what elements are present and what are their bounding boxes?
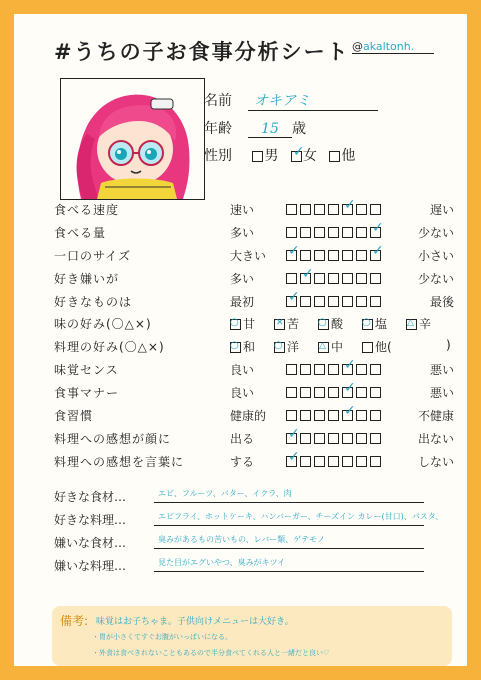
scale-row: [54, 361, 454, 381]
scale-row: [54, 407, 454, 427]
gender-male-label: 男: [264, 148, 279, 164]
scale-row: [54, 224, 454, 244]
taste-sour-mark[interactable]: [318, 319, 329, 330]
cuisine-other-mark[interactable]: [362, 342, 373, 353]
cuisine-other-label: 他(: [375, 340, 392, 354]
cuisine-chinese[interactable]: [318, 338, 343, 355]
scale-checkbox[interactable]: [300, 364, 311, 375]
taste-salty-mark[interactable]: [362, 319, 373, 330]
scale-high-label: 悪い: [429, 386, 454, 400]
age-unit: 歳: [292, 121, 306, 137]
scale-checkbox[interactable]: [300, 433, 311, 444]
food-preference-value[interactable]: 臭みがあるもの苦いもの、レバー類、ゲテモノ: [158, 535, 326, 544]
food-preference-value[interactable]: エビフライ、ホットケーキ、ハンバーガー、チーズイン カレー(甘口)、パスタ、: [158, 512, 444, 521]
name-label: 名前: [204, 93, 232, 109]
scale-low-label: する: [230, 455, 255, 469]
scale-checkbox[interactable]: [286, 387, 297, 398]
name-value[interactable]: オキアミ: [248, 90, 378, 111]
scale-low-label: 良い: [230, 363, 255, 377]
scale-checkbox[interactable]: [342, 364, 353, 375]
cuisine-other[interactable]: [362, 338, 392, 355]
scale-checkbox[interactable]: [300, 250, 311, 261]
scale-checkbox[interactable]: [342, 433, 353, 444]
cuisine-western[interactable]: [274, 338, 299, 355]
food-preference-row: [54, 557, 424, 574]
cuisine-other-close: ): [446, 338, 451, 352]
gender-male-checkbox[interactable]: [252, 151, 263, 162]
gender-option-male[interactable]: [252, 148, 278, 164]
cuisine-japanese-mark[interactable]: [230, 342, 241, 353]
gender-option-other[interactable]: [329, 148, 355, 164]
food-preference-label: 好きな料理…: [54, 513, 127, 527]
scale-question: 料理への感想が顔に: [54, 432, 172, 446]
scale-checkbox[interactable]: [356, 387, 367, 398]
scale-high-label: 不健康: [417, 409, 454, 423]
scale-low-label: 健康的: [230, 409, 267, 423]
taste-bitter-label: 苦: [287, 317, 300, 331]
scale-row: [54, 270, 454, 290]
scale-checkbox[interactable]: [314, 364, 325, 375]
scale-checkbox[interactable]: [328, 227, 339, 238]
taste-spicy-label: 辛: [419, 317, 432, 331]
scale-checkbox[interactable]: [314, 204, 325, 215]
scale-checkbox[interactable]: [370, 204, 381, 215]
scale-checkbox[interactable]: [370, 364, 381, 375]
scale-checkbox[interactable]: [342, 227, 353, 238]
scale-checkbox[interactable]: [356, 433, 367, 444]
remarks-box: [52, 606, 452, 666]
scale-checkbox[interactable]: [314, 250, 325, 261]
taste-sweet[interactable]: [230, 315, 255, 332]
taste-sour[interactable]: [318, 315, 343, 332]
character-illustration: [61, 79, 204, 199]
character-portrait: [60, 78, 205, 200]
scale-boxes: [286, 454, 384, 468]
scale-checkbox[interactable]: [356, 204, 367, 215]
scale-low-label: 速い: [230, 203, 255, 217]
food-preference-row: [54, 511, 444, 528]
scale-question: 一口のサイズ: [54, 249, 132, 263]
scale-checkbox[interactable]: [300, 296, 311, 307]
scale-checkbox[interactable]: [370, 227, 381, 238]
scale-checkbox[interactable]: [356, 227, 367, 238]
food-preference-underline: [154, 571, 424, 572]
food-preference-label: 好きな食材…: [54, 490, 127, 504]
scale-checkbox[interactable]: [300, 456, 311, 467]
scale-checkbox[interactable]: [286, 410, 297, 421]
cuisine-western-mark[interactable]: [274, 342, 285, 353]
scale-checkbox[interactable]: [328, 364, 339, 375]
food-preference-underline: [154, 548, 424, 549]
scale-checkbox[interactable]: [286, 296, 297, 307]
scale-checkbox[interactable]: [314, 410, 325, 421]
scale-row: [54, 293, 454, 313]
scale-high-label: しない: [417, 455, 454, 469]
scale-checkbox[interactable]: [356, 250, 367, 261]
scale-boxes: [286, 362, 384, 376]
age-row: [204, 118, 306, 138]
remarks-main: 味覚はお子ちゃま。子供向けメニューは大好き。: [96, 617, 294, 627]
scale-question: 好き嫌いが: [54, 272, 120, 286]
scale-boxes: [286, 225, 384, 239]
scale-checkbox[interactable]: [370, 433, 381, 444]
scale-checkbox[interactable]: [342, 250, 353, 261]
handle-text: akaltonh.: [363, 40, 415, 53]
food-preference-value[interactable]: エビ、フルーツ、バター、イクラ、肉: [158, 489, 292, 498]
taste-preference-row: [54, 315, 454, 335]
scale-checkbox[interactable]: [300, 273, 311, 284]
food-preference-underline: [154, 502, 424, 503]
taste-sour-label: 酸: [331, 317, 344, 331]
scale-checkbox[interactable]: [286, 456, 297, 467]
scale-checkbox[interactable]: [300, 204, 311, 215]
gender-other-checkbox[interactable]: [329, 151, 340, 162]
cuisine-chinese-mark[interactable]: [318, 342, 329, 353]
scale-checkbox[interactable]: [286, 273, 297, 284]
scale-checkbox[interactable]: [370, 250, 381, 261]
scale-checkbox[interactable]: [300, 387, 311, 398]
scale-low-label: 多い: [230, 272, 255, 286]
scale-checkbox[interactable]: [342, 456, 353, 467]
handle-at-sign: @: [352, 40, 363, 53]
scale-row: [54, 384, 454, 404]
food-preference-label: 嫌いな食材…: [54, 536, 127, 550]
scale-checkbox[interactable]: [328, 204, 339, 215]
gender-female-checkbox[interactable]: [291, 151, 302, 162]
scale-checkbox[interactable]: [314, 433, 325, 444]
scale-checkbox[interactable]: [342, 387, 353, 398]
scale-checkbox[interactable]: [328, 273, 339, 284]
author-handle: [352, 40, 434, 54]
taste-question: 味の好み(〇△×): [54, 317, 152, 331]
scale-checkbox[interactable]: [370, 410, 381, 421]
scale-low-label: 大きい: [230, 249, 267, 263]
scale-checkbox[interactable]: [328, 410, 339, 421]
scale-checkbox[interactable]: [314, 456, 325, 467]
scale-row: [54, 430, 454, 450]
taste-spicy-mark[interactable]: [406, 319, 417, 330]
scale-checkbox[interactable]: [286, 364, 297, 375]
taste-spicy[interactable]: [406, 315, 431, 332]
scale-question: 味覚センス: [54, 363, 119, 377]
taste-sweet-mark[interactable]: [230, 319, 241, 330]
age-label: 年齢: [204, 121, 232, 137]
cuisine-japanese-label: 和: [243, 340, 256, 354]
scale-checkbox[interactable]: [328, 387, 339, 398]
cuisine-japanese[interactable]: [230, 338, 255, 355]
scale-checkbox[interactable]: [356, 456, 367, 467]
scale-checkbox[interactable]: [300, 410, 311, 421]
gender-row: [204, 145, 355, 165]
name-row: [204, 90, 378, 111]
age-value[interactable]: 15: [248, 121, 292, 138]
gender-other-label: 他: [341, 148, 356, 164]
scale-checkbox[interactable]: [342, 296, 353, 307]
scale-high-label: 少ない: [417, 272, 454, 286]
scale-checkbox[interactable]: [356, 273, 367, 284]
scale-boxes: [286, 294, 384, 308]
scale-question: 料理への感想を言葉に: [54, 455, 185, 469]
taste-salty-label: 塩: [375, 317, 388, 331]
scale-checkbox[interactable]: [370, 456, 381, 467]
scale-question: 食事マナー: [54, 386, 120, 400]
scale-row: [54, 201, 454, 221]
remarks-label: 備考:: [60, 614, 89, 628]
food-preference-row: [54, 488, 424, 505]
scale-question: 食べる速度: [54, 203, 120, 217]
scale-checkbox[interactable]: [314, 387, 325, 398]
scale-checkbox[interactable]: [356, 364, 367, 375]
scale-checkbox[interactable]: [356, 410, 367, 421]
scale-low-label: 多い: [230, 226, 255, 240]
scale-checkbox[interactable]: [370, 387, 381, 398]
scale-boxes: [286, 431, 384, 445]
cuisine-western-label: 洋: [287, 340, 300, 354]
scale-checkbox[interactable]: [300, 227, 311, 238]
scale-checkbox[interactable]: [314, 273, 325, 284]
scale-checkbox[interactable]: [328, 456, 339, 467]
scale-question: 好きなものは: [54, 295, 133, 309]
food-preference-value[interactable]: 見た目がエグいやつ、臭みがキツイ: [158, 558, 286, 567]
taste-bitter[interactable]: [274, 315, 299, 332]
taste-sweet-label: 甘: [243, 317, 256, 331]
scale-checkbox[interactable]: [328, 250, 339, 261]
gender-option-female[interactable]: [291, 148, 317, 164]
scale-checkbox[interactable]: [286, 204, 297, 215]
scale-checkbox[interactable]: [286, 227, 297, 238]
scale-low-label: 最初: [230, 295, 255, 309]
food-preference-label: 嫌いな料理…: [54, 559, 127, 573]
remarks-bullet-2: ・外食は食べきれないこともあるので半分食べてくれる人と一緒だと良い♡: [92, 649, 330, 657]
cuisine-question: 料理の好み(〇△×): [54, 340, 165, 354]
taste-salty[interactable]: [362, 315, 387, 332]
scale-checkbox[interactable]: [342, 273, 353, 284]
scale-high-label: 小さい: [417, 249, 454, 263]
gender-label: 性別: [204, 148, 232, 164]
scale-boxes: [286, 202, 384, 216]
scale-boxes: [286, 271, 384, 285]
remarks-bullet-1: ・胃が小さくてすぐお腹がいっぱいになる。: [92, 633, 232, 641]
scale-row: [54, 247, 454, 267]
scale-checkbox[interactable]: [342, 204, 353, 215]
scale-question: 食習慣: [54, 409, 94, 423]
scale-low-label: 出る: [230, 432, 255, 446]
scale-boxes: [286, 248, 384, 262]
food-preference-row: [54, 534, 424, 551]
food-preference-underline: [154, 525, 424, 526]
scale-checkbox[interactable]: [370, 296, 381, 307]
scale-checkbox[interactable]: [328, 296, 339, 307]
scale-row: [54, 453, 454, 473]
scale-checkbox[interactable]: [314, 296, 325, 307]
analysis-sheet: [14, 14, 467, 666]
scale-high-label: 遅い: [429, 203, 454, 217]
scale-boxes: [286, 385, 384, 399]
cuisine-preference-row: [54, 338, 454, 358]
scale-question: 食べる量: [54, 226, 107, 240]
scale-high-label: 出ない: [417, 432, 454, 446]
scale-checkbox[interactable]: [286, 433, 297, 444]
scale-high-label: 少ない: [417, 226, 454, 240]
scale-high-label: 最後: [429, 295, 454, 309]
taste-bitter-mark[interactable]: [274, 319, 285, 330]
gender-female-label: 女: [302, 148, 317, 164]
sheet-title: #うちの子お食事分析シート: [54, 40, 350, 64]
scale-checkbox[interactable]: [328, 433, 339, 444]
scale-boxes: [286, 408, 384, 422]
scale-checkbox[interactable]: [286, 250, 297, 261]
scale-high-label: 悪い: [429, 363, 454, 377]
scale-checkbox[interactable]: [356, 296, 367, 307]
scale-checkbox[interactable]: [370, 273, 381, 284]
scale-low-label: 良い: [230, 386, 255, 400]
cuisine-chinese-label: 中: [331, 340, 344, 354]
scale-checkbox[interactable]: [314, 227, 325, 238]
scale-checkbox[interactable]: [342, 410, 353, 421]
